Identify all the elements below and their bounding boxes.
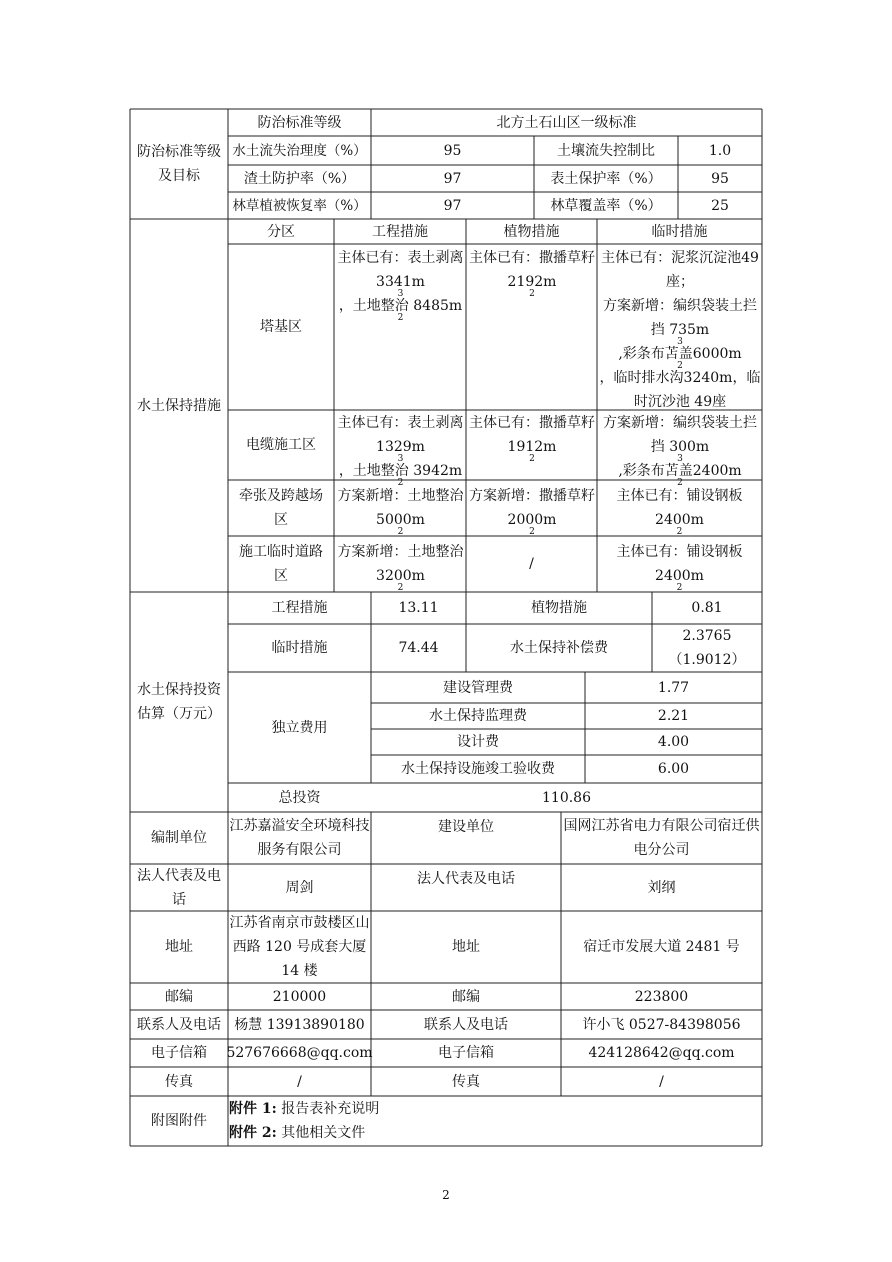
zone-cable: 电缆施工区 — [246, 437, 316, 453]
build-unit-value: 国网江苏省电力有限公司宿迁供电分公司 — [563, 818, 760, 858]
control-degree-label: 水土流失治理度（%） — [232, 142, 367, 159]
invest-total-value: 110.86 — [542, 789, 591, 806]
invest-accept-label: 水土保持设施竣工验收费 — [401, 761, 555, 777]
fax-label-2: 传真 — [452, 1073, 480, 1090]
legal-rep-value-2: 刘纲 — [647, 879, 676, 896]
zone3-eng: 方案新增：土地整治 5000m 2 — [337, 488, 464, 537]
control-degree-value: 95 — [443, 142, 462, 159]
attachment-2: 附件 2: 其他相关文件 — [229, 1125, 366, 1141]
prep-unit-label: 编制单位 — [151, 830, 207, 846]
zone3-veg: 方案新增：撒播草籽 2000m 2 — [469, 488, 595, 537]
topsoil-protect-value: 95 — [711, 170, 729, 187]
invest-accept-value: 6.00 — [657, 761, 690, 777]
invest-veg-label: 植物措施 — [531, 600, 587, 616]
invest-veg-value: 0.81 — [691, 600, 723, 616]
invest-tmp-value: 74.44 — [398, 640, 439, 656]
invest-sup-label: 水土保持监理费 — [429, 708, 527, 724]
zone3-tmp: 主体已有：铺设钢板2400m 2 — [616, 488, 743, 537]
zip-label-2: 邮编 — [452, 988, 480, 1005]
address-value: 江苏省南京市鼓楼区山西路 120 号成套大厦 14 楼 — [229, 915, 370, 979]
legal-rep-label-2: 法人代表及电话 — [417, 871, 515, 887]
email-label-2: 电子信箱 — [438, 1045, 494, 1061]
loss-ratio-value: 1.0 — [708, 142, 732, 159]
invest-tmp-label: 临时措施 — [271, 640, 328, 656]
email-value: 527676668@qq.com — [226, 1045, 373, 1061]
measures-header-zone: 分区 — [267, 223, 295, 240]
measures-header-veg: 植物措施 — [503, 223, 560, 240]
contact-label-2: 联系人及电话 — [424, 1016, 508, 1033]
zip-value: 210000 — [272, 988, 327, 1005]
zone-tension: 牵张及跨越场区 — [239, 488, 323, 528]
fax-value-2: / — [659, 1073, 664, 1090]
invest-sup-value: 2.21 — [657, 708, 690, 724]
zip-label: 邮编 — [165, 988, 193, 1005]
legal-rep-value: 周剑 — [285, 879, 314, 896]
invest-total-label: 总投资 — [278, 789, 321, 806]
build-unit-label: 建设单位 — [438, 819, 494, 835]
invest-design-label: 设计费 — [457, 734, 499, 750]
invest-section-label: 水土保持投资估算（万元） — [137, 682, 221, 722]
address-value-2: 宿迁市发展大道 2481 号 — [583, 939, 740, 955]
zone4-veg: / — [529, 556, 534, 572]
veg-restore-value: 97 — [443, 197, 462, 214]
zone4-eng: 方案新增：土地整治 3200m 2 — [337, 544, 464, 593]
zip-value-2: 223800 — [634, 988, 689, 1005]
attachment-1: 附件 1: 报告表补充说明 — [229, 1101, 380, 1117]
email-value-2: 424128642@qq.com — [588, 1045, 735, 1061]
invest-design-value: 4.00 — [657, 734, 690, 750]
zone-temp-road: 施工临时道路区 — [239, 544, 323, 584]
invest-eng-value: 13.11 — [398, 600, 439, 616]
zone1-eng: 主体已有：表土剥离 3341m 3 ，土地整治 8485m 2 — [337, 250, 464, 323]
invest-mgmt-value: 1.77 — [657, 679, 690, 696]
measures-header-eng: 工程措施 — [372, 223, 428, 240]
prep-unit-value: 江苏嘉溢安全环境科技服务有限公司 — [229, 818, 370, 858]
loss-ratio-label: 土壤流失控制比 — [557, 142, 655, 159]
zone1-veg: 主体已有：撒播草籽 2192m 2 — [469, 250, 595, 299]
contact-value: 杨慧 13913890180 — [234, 1016, 365, 1033]
zone2-veg: 主体已有：撒播草籽 1912m 2 — [469, 415, 595, 464]
invest-eng-label: 工程措施 — [271, 600, 328, 616]
invest-comp-value: 2.3765 （1.9012） — [668, 628, 746, 668]
attachments-list — [228, 1096, 762, 1146]
fax-value: / — [297, 1073, 302, 1090]
veg-cover-value: 25 — [711, 197, 729, 214]
measures-header-tmp: 临时措施 — [651, 223, 708, 240]
topsoil-protect-label: 表土保护率（%） — [550, 170, 662, 187]
invest-comp-label: 水土保持补偿费 — [510, 640, 608, 656]
invest-indep-label: 独立费用 — [271, 719, 328, 736]
legal-rep-label: 法人代表及电话 — [137, 867, 221, 908]
zone4-tmp: 主体已有：铺设钢板2400m 2 — [616, 544, 743, 593]
invest-mgmt-label: 建设管理费 — [443, 679, 513, 696]
slag-protect-label: 渣土防护率（%） — [243, 170, 356, 187]
zone2-eng: 主体已有：表土剥离 1329m 3 ，土地整治 3942m 2 — [337, 415, 464, 488]
contact-label: 联系人及电话 — [137, 1016, 221, 1033]
page-number: 2 — [442, 1188, 450, 1202]
address-label: 地址 — [165, 939, 193, 955]
veg-restore-label: 林草植被恢复率（%） — [232, 197, 367, 214]
standard-level-value: 北方土石山区一级标准 — [496, 114, 637, 131]
address-label-2: 地址 — [452, 939, 480, 955]
slag-protect-value: 97 — [443, 170, 462, 187]
zone2-tmp: 方案新增：编织袋装土拦挡 300m 3 ,彩条布苫盖2400m 2 — [603, 415, 757, 488]
email-label: 电子信箱 — [151, 1045, 207, 1061]
fax-label: 传真 — [165, 1073, 193, 1090]
standard-section-label: 防治标准等级及目标 — [137, 144, 221, 184]
zone-tower-base: 塔基区 — [260, 319, 302, 335]
contact-value-2: 许小飞 0527-84398056 — [582, 1016, 741, 1033]
zone1-tmp: 主体已有：泥浆沉淀池49座； 方案新增：编织袋装土拦挡 735m 3 ,彩条布苫盖6000m 2 ，临时排水沟3240m，临时沉沙池 49座 — [599, 250, 761, 410]
standard-level-label: 防治标准等级 — [257, 114, 342, 131]
veg-cover-label: 林草覆盖率（%） — [550, 197, 662, 214]
measures-section-label: 水土保持措施 — [137, 397, 221, 414]
attachments-label: 附图附件 — [151, 1113, 207, 1129]
